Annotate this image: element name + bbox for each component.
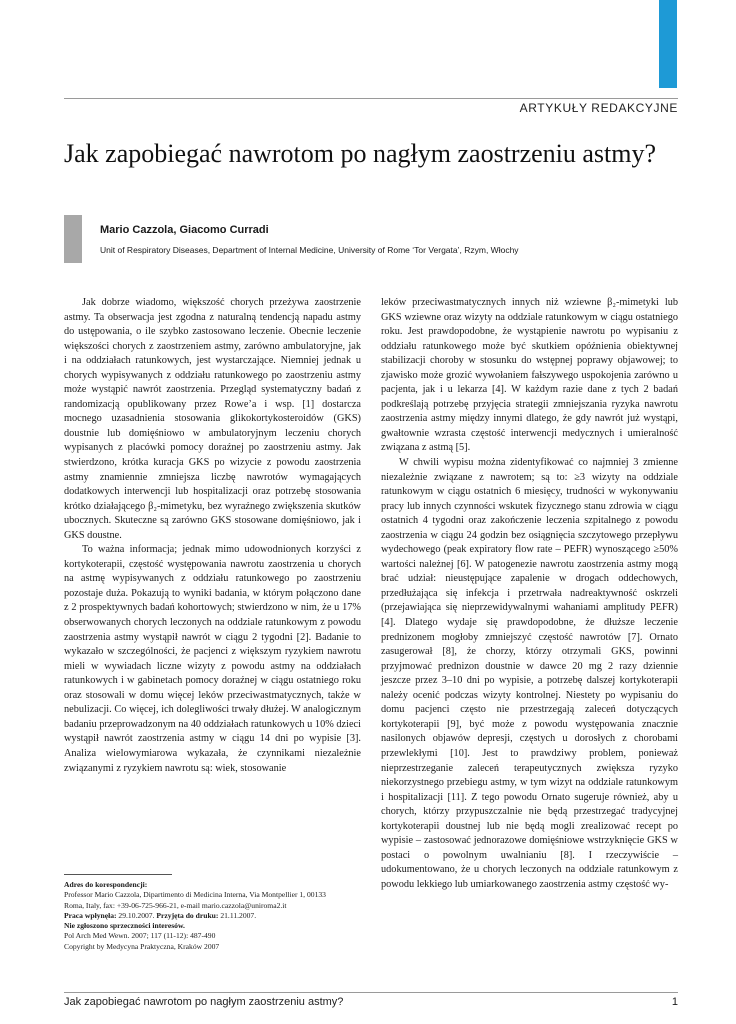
authors: Mario Cazzola, Giacomo Curradi [100,224,269,236]
copyright: Copyright by Medycyna Praktyczna, Kraków 2007 [64,941,220,951]
author-block [64,215,684,263]
dates-line [64,911,361,921]
accepted-date: 21.11.2007. [220,910,257,920]
accent-bar [659,0,677,88]
paragraph: leków przeciwastmatycznych innych niż wziewne β₂-mimetyki lub GKS wziewne oraz wizyty na oddziale ratunkowym w ciągu ostatniego roku. Jest prawdopodobne, że wystąpienie nawrotu po wypisaniu z oddziału ratunkowego może być skutkiem opóźnienia obiektywnej stabilizacji choroby w stosunku do wstępnej poprawy objawowej; to zjawisko może grozić wywołaniem fałszywego uspokojenia zarówno u pacjenta, jak i u lekarza [4]. W każdym razie dane z tych 2 badań podkreślają potrzebę przyjęcia strategii zmniejszania ryzyka nawrotu zaostrzenia astmy między innymi dlatego, że gdy nawrót już wystąpi, gwałtownie wzrasta częstość interwencji medycznych i umieralność związana z astmą [5]. [381,297,678,454]
body-column-left [64,296,361,776]
header-rule [64,98,678,99]
article-title: Jak zapobiegać nawrotom po nagłym zaostrzeniu astmy? [64,139,657,168]
footer-rule [64,992,678,993]
received-label: Praca wpłynęła: [64,910,117,920]
affiliation: Unit of Respiratory Diseases, Department of Internal Medicine, University of Rome ‘Tor Vergata’, Rzym, Włochy [100,245,519,255]
paragraph: To ważna informacja; jednak mimo udowodnionych korzyści z kortykoterapii, częstość występowania nawrotu zaostrzenia u chorych na astmę wypisywanych z oddziału ratunkowego po zaostrzeniu pozostaje duża. Pokazują to wyniki badania, w którym połączono dane z 2 prospektywnych badań kohortowych; stwierdzono w nim, że u 17% obserwowanych chorych leczonych na oddziale ratunkowym z powodu zaostrzenia astmy wystąpił nawrót w ciągu 2 tygodni [2]. Badanie to wykazało w szczególności, że pacjenci z większym ryzykiem nawrotu mieli w wywiadach liczne wizyty z powodu astmy na oddziałach ratunkowych i w gabinetach pomocy doraźnej w ciągu ostatniego roku oraz stosowali w domu więcej leków przeciwastmatycznych, także w nebulizacji. Co więcej, ich dolegliwości trwały dłużej. W analogicznym badaniu przeprowadzonym na 40 oddziałach ratunkowych u 10% dzieci wystąpił nawrót zaostrzenia astmy w ciągu 14 dni po wypisie [3]. Analiza wielowymiarowa wykazała, że czynnikami niezależnie związanymi z ryzykiem nawrotu są: wiek, stosowanie [64,544,361,774]
page-number: 1 [671,996,678,1008]
footnotes [64,880,361,952]
footnote-rule [64,874,172,875]
correspondence-label: Adres do korespondencji: [64,880,148,889]
correspondence-address: Professor Mario Cazzola, Dipartimento di Medicina Interna, Via Montpellier 1, 00133 [64,890,326,900]
accepted-label: Przyjęta do druku: [156,910,219,920]
correspondence-contact: Roma, Italy, fax: +39-06-725-966-21, e-mail mario.cazzola@uniroma2.it [64,900,287,910]
received-date: 29.10.2007. [118,910,155,920]
running-title: Jak zapobiegać nawrotom po nagłym zaostrzeniu astmy? [64,996,344,1008]
paragraph: Jak dobrze wiadomo, większość chorych przeżywa zaostrzenie astmy. Ta obserwacja jest zgodna z naturalną tendencją napadu astmy do ustępowania, o ile szybko zastosowano leczenie. Obecnie leczenie większości chorych z zaostrzeniem astmy, zarówno ambulatoryjne, jak i na oddziałach ratunkowych, jest wystarczające. Niemniej jednak u chorych wypisywanych z oddziału ratunkowego po zaostrzeniu astmy może wystąpić nawrót zaostrzenia. Przegląd systematyczny badań z randomizacją opublikowany przez Rowe’a i wsp. [1] dostarcza mocnego uzasadnienia stosowania glikokortykosteroidów (GKS) doustnie lub domięśniowo w ambulatoryjnym leczeniu chorych wypisanych z placówki pomocy doraźnej po zaostrzeniu astmy. Jak stwierdzono, krótka kuracja GKS po wizycie z powodu zaostrzenia astmy znamiennie zmniejsza liczbę nawrotów wymagających dodatkowych interwencji lub hospitalizacji oraz potrzebę stosowania krótko działającego β₂-mimetyku, bez wyraźnego zwiększenia skutków ubocznych. Skuteczne są zarówno GKS stosowane domięśniowo, jak i GKS doustne. [64,297,361,541]
body-column-right [381,296,678,892]
paragraph: W chwili wypisu można zidentyfikować co najmniej 3 zmienne niezależnie związane z nawrotem; są to: ≥3 wizyty na oddziale ratunkowym w ciągu ostatnich 6 miesięcy, trudności w wykonywaniu pracy lub innych czynności wskutek fizycznego stanu zdrowia w ciągu ostatnich 4 tygodni oraz zakończenie leczenia szpitalnego z powodu zaostrzenia w ciągu 24 godzin bez osiągnięcia szczytowego przepływu wydechowego (peak expiratory flow rate – PEFR) wynoszącego ≥50% wartości należnej [6]. W patogenezie nawrotu zaostrzenia astmy mogą brać udział: nieustępujące zapalenie w drogach oddechowych, przedłużająca się infekcja i przetrwała nadreaktywność oskrzeli (przejawiająca się nieprzewidywalnymi wahaniami amplitudy PEFR) [4]. Dlatego wydaje się prawdopodobne, że dłuższe leczenie prednizonem mogłoby zmniejszyć częstość nawrotów [7]. Ornato zasugerował [8], że chorzy, którzy otrzymali GKS, powinni przyjmować prednizon doustnie w dawce 20 mg 2 razy dziennie jeszcze przez 3–10 dni po wypisie, a potrzebę dalszej kortykoterapii należy ocenić podczas wizyty kontrolnej. Niestety po wypisaniu do domu pacjenci często nie przestrzegają zaleceń dotyczących kortykoterapii [9], być może z powodu występowania znacznie nasilonych objawów depresji, częstych u dorosłych z chorobami przewlekłymi [10]. Jest to prawdziwy problem, ponieważ nieprzestrzeganie zaleceń terapeutycznych zwiększa ryzyko niekorzystnego przebiegu astmy, w tym wizyt na oddziale ratunkowym i hospitalizacji [11]. Z tego powodu Ornato sugeruje również, aby u chorych, którzy przypuszczalnie nie będą przestrzegać tradycyjnej kortykoterapii doustnej lub nie będą mogli zrealizować recept po wypisie – zastosować jednorazowe domięśniowe wstrzyknięcie GKS w postaci o powolnym uwalnianiu [8]. I rzeczywiście – udokumentowano, że u chorych leczonych na oddziale ratunkowym z powodu lekkiego lub umiarkowanego zaostrzenia astmy częstość wy- [381,457,678,890]
section-label: ARTYKUŁY REDAKCYJNE [519,101,678,115]
author-bar [64,215,82,263]
citation: Pol Arch Med Wewn. 2007; 117 (11-12): 487-490 [64,931,216,941]
conflict-statement: Nie zgłoszono sprzeczności interesów. [64,921,185,931]
